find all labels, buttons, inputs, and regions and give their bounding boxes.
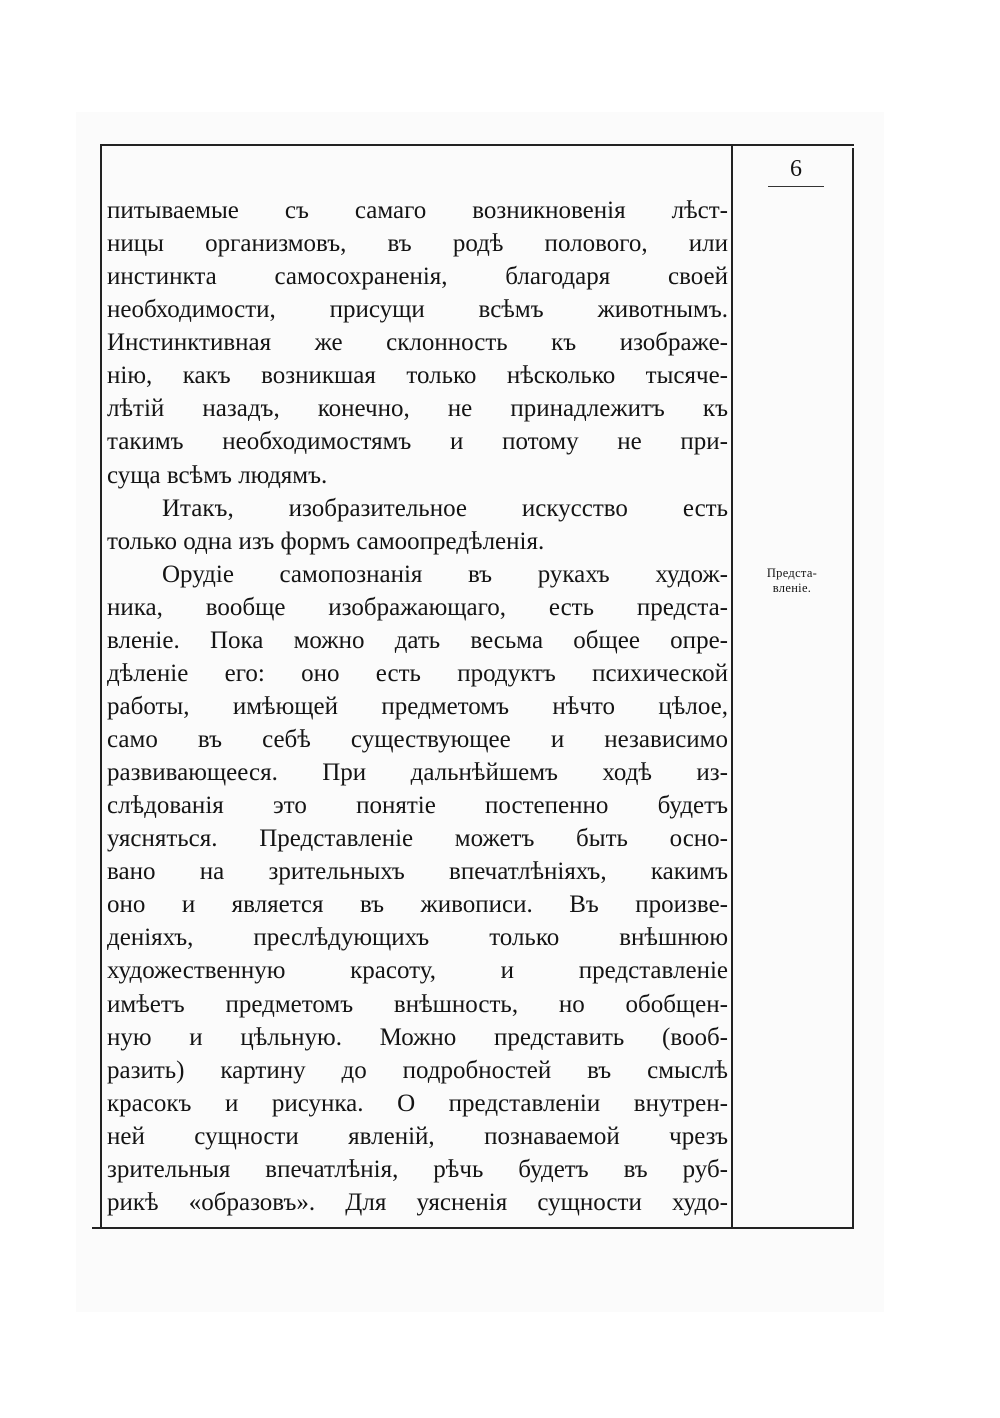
margin-column-divider — [731, 146, 733, 1228]
text-line: ную и цѣльную. Можно представить (вооб- — [107, 1023, 728, 1051]
text-line: работы, имѣющей предметомъ нѣчто цѣлое, — [107, 692, 728, 720]
text-line: суща всѣмъ людямъ. — [107, 461, 328, 489]
text-line: необходимости, присущи всѣмъ животнымъ. — [107, 296, 728, 324]
text-line: только одна изъ формъ самоопредѣленія. — [107, 527, 545, 555]
frame-bottom-rule — [92, 1227, 854, 1229]
text-line: питываемые съ самаго возникновенія лѣст- — [107, 197, 728, 224]
text-line: ней сущности явленій, познаваемой чрезъ — [107, 1122, 728, 1150]
text-line: лѣтій назадъ, конечно, не принадлежитъ къ — [107, 395, 728, 423]
text-line: развивающееся. При дальнѣйшемъ ходѣ из- — [107, 759, 728, 787]
text-line: Инстинктивная же склонность къ изображе- — [107, 329, 728, 357]
margin-note-line: Предста- — [766, 566, 818, 580]
text-line: нію, какъ возникшая только нѣсколько тысяче- — [107, 362, 728, 390]
text-line: художественную красоту, и представленіе — [107, 957, 728, 985]
text-line: вленіе. Пока можно дать весьма общее опре- — [107, 626, 728, 654]
text-line: красокъ и рисунка. О представленіи внутрен- — [107, 1089, 728, 1117]
text-line: вано на зрительныхъ впечатлѣніяхъ, какимъ — [107, 858, 728, 886]
text-line: само въ себѣ существующее и независимо — [107, 726, 728, 753]
text-line: инстинкта самосохраненія, благодаря своей — [107, 263, 728, 291]
text-line: разить) картину до подробностей въ смыслѣ — [107, 1056, 728, 1084]
frame-right-rule — [852, 148, 854, 1228]
text-line: ницы организмовъ, въ родѣ полового, или — [107, 230, 728, 258]
text-line: такимъ необходимостямъ и потому не при- — [107, 428, 728, 456]
text-line: деніяхъ, преслѣдующихъ только внѣшнюю — [107, 924, 728, 952]
text-line: рикѣ «образовъ». Для уясненія сущности худо- — [107, 1188, 728, 1216]
text-line: оно и является въ живописи. Въ произве- — [107, 891, 728, 919]
margin-note-line: вленіе. — [772, 581, 812, 595]
text-line: зрительныя впечатлѣнія, рѣчь будетъ въ руб- — [107, 1155, 728, 1183]
text-line: дѣленіе его: оно есть продуктъ психической — [107, 659, 728, 687]
frame-left-rule — [100, 144, 102, 1229]
page-number-rule — [768, 186, 824, 187]
text-line: Орудіе самопознанія въ рукахъ худож- — [162, 560, 728, 588]
page-number: 6 — [790, 156, 802, 182]
text-line: ника, вообще изображающаго, есть предста- — [107, 593, 728, 621]
text-line: уясняться. Представленіе можетъ быть осно- — [107, 825, 728, 853]
text-line: Итакъ, изобразительное искусство есть — [162, 494, 728, 522]
text-line: имѣетъ предметомъ внѣшность, но обобщен- — [107, 990, 728, 1018]
body-text — [107, 194, 728, 1219]
margin-note — [752, 566, 832, 596]
text-line: слѣдованія это понятіе постепенно будетъ — [107, 792, 728, 820]
frame-top-rule — [100, 144, 854, 146]
